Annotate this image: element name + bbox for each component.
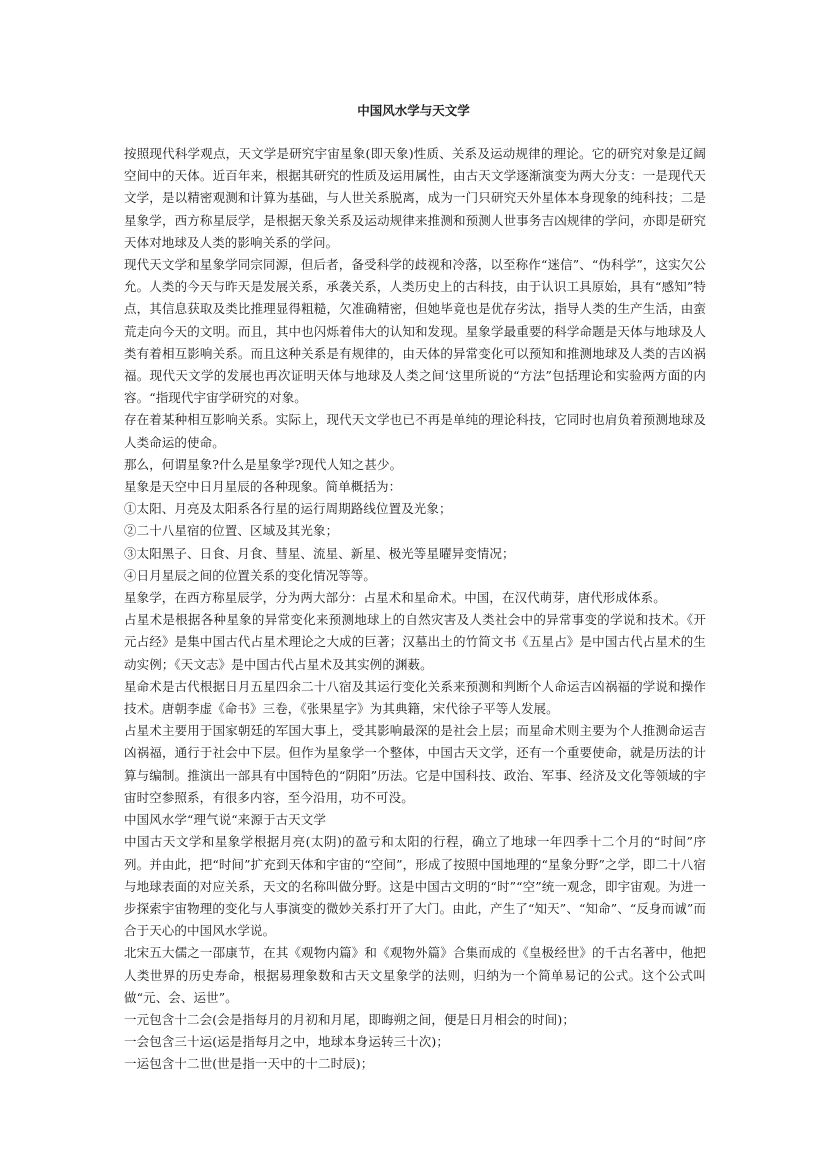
list-item-1: ①太阳、月亮及太阳系各行星的运行周期路线位置及光象； xyxy=(124,501,452,517)
section-heading: 中国风水学“理气说“来源于古天文学 xyxy=(124,812,326,828)
formula-line-3: 一运包含十二世(世是指一天中的十二时辰)； xyxy=(124,1056,374,1072)
paragraph-shao-kangjie: 北宋五大儒之一邵康节，在其《观物内篇》和《观物外篇》合集而成的《皇极经世》的千古名著中，他把人类世界的历史寿命，根据易理象数和古天文星象学的法则，归纳为一个简单易记的公式。这个公式叫做“元、会、运世”。 xyxy=(124,945,706,1005)
list-item-3: ③太阳黑子、日食、月食、彗星、流星、新星、极光等星曜异变情况； xyxy=(124,545,515,561)
paragraph-intro: 按照现代科学观点，天文学是研究宇宙星象(即天象)性质、关系及运动规律的理论。它的研究对象是辽阔空间中的天体。近百年来，根据其研究的性质及运用属性，由古天文学逐渐演变为两大分支：一是现代天文学，是以精密观测和计算为基础，与人世关系脱离，成为一门只研究天外星体本身现象的纯科技；二是星象学，西方称星辰学，是根据天象关系及运动规律来推测和预测人世事务吉凶规律的学问，亦即是研究天体对地球及人类的影响关系的学问。 xyxy=(124,146,706,250)
paragraph-horoscope: 星命术是古代根据日月五星四余二十八宿及其运行变化关系来预测和判断个人命运吉凶祸福的学说和操作技术。唐朝李虚《命书》三卷，《张果星字》为其典籍，宋代徐子平等人发展。 xyxy=(124,678,706,717)
formula-line-2: 一会包含三十运(运是指每月之中，地球本身运转三十次)； xyxy=(124,1034,449,1050)
list-item-4: ④日月星辰之间的位置关系的变化情况等等。 xyxy=(124,567,377,583)
list-item-2: ②二十八星宿的位置、区域及其光象； xyxy=(124,523,339,539)
formula-line-1: 一元包含十二会(会是指每月的月初和月尾，即晦朔之间，便是日月相会的时间)； xyxy=(124,1011,575,1027)
paragraph-calendar: 占星术主要用于国家朝廷的军国大事上，受其影响最深的是社会上层；而星命术则主要为个人推测命运吉凶祸福，通行于社会中下层。但作为星象学一个整体，中国古天文学，还有一个重要使命，就是历法的计算与编制。推演出一部具有中国特色的“阴阳”历法。它是中国科技、政治、军事、经济及文化等领域的宇宙时空参照系，有很多内容，至今沿用，功不可没。 xyxy=(124,723,706,805)
paragraph-modern-astronomy: 现代天文学和星象学同宗同源，但后者，备受科学的歧视和冷落，以至称作“迷信”、“伪科学”，这实欠公允。人类的今天与昨天是发展关系，承袭关系，人类历史上的古科技，由于认识工具原始，具有“感知”特点，其信息获取及类比推理显得粗糙，欠准确精密，但她毕竟也是优存劣汰，指导人类的生产生活，由蛮荒走向今天的文明。而且，其中也闪烁着伟大的认知和发现。星象学最重要的科学命题是天体与地球及人类有着相互影响关系。而且这种关系是有规律的，由天体的异常变化可以预知和推测地球及人类的吉凶祸福。现代天文学的发展也再次证明天体与地球及人类之间‘这里所说的“方法”包括理论和实验两方面的内容。“指现代宇宙学研究的对象。 xyxy=(124,257,706,406)
paragraph-question: 那么，何谓星象?什么是星象学?现代人知之甚少。 xyxy=(124,456,403,472)
paragraph-star-phenomena: 星象是天空中日月星辰的各种现象。简单概括为： xyxy=(124,479,402,495)
paragraph-divination: 占星术是根据各种星象的异常变化来预测地球上的自然灾害及人类社会中的异常事变的学说和技术。《开元占经》是集中国古代占星术理论之大成的巨著；汉墓出土的竹简文书《五星占》是中国古代占星术的生动实例；《天文志》是中国古代占星术及其实例的渊薮。 xyxy=(124,612,706,672)
document-body xyxy=(124,143,706,1076)
document-title: 中国风水学与天文学 xyxy=(357,103,470,118)
paragraph-mutual-influence: 存在着某种相互影响关系。实际上，现代天文学也已不再是单纯的理论科技，它同时也肩负着预测地球及人类命运的使命。 xyxy=(124,412,706,450)
paragraph-astrology-parts: 星象学，在西方称星辰学，分为两大部分：占星术和星命术。中国，在汉代萌芽，唐代形成体系。 xyxy=(124,590,666,606)
paragraph-space-time: 中国古天文学和星象学根据月亮(太阴)的盈亏和太阳的行程，确立了地球一年四季十二个月的“时间”序列。并由此，把“时间”扩充到天体和宇宙的“空间”，形成了按照中国地理的“星象分野”之学，即二十八宿与地球表面的对应关系，天文的名称叫做分野。这是中国古文明的“时”“空”统一观念，即宇宙观。为进一步探索宇宙物理的变化与人事演变的微妙关系打开了大门。由此，产生了“知天”、“知命”、“反身而诚”而合于天心的中国风水学说。 xyxy=(124,834,706,939)
